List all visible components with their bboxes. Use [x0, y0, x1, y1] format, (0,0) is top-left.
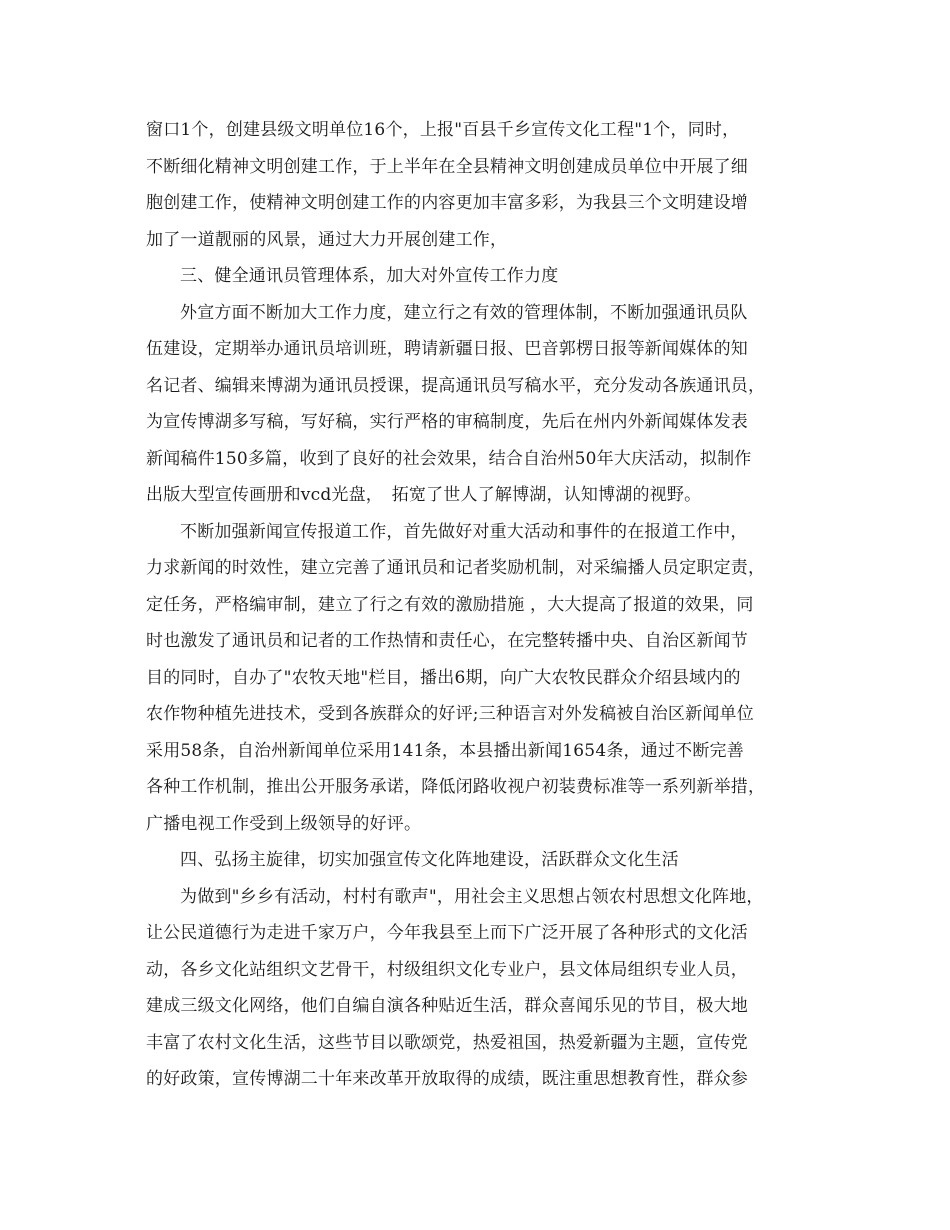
text-line: 广播电视工作受到上级领导的好评。	[146, 813, 422, 834]
text-line: 各种工作机制，推出公开服务承诺，降低闭路收视户初装费标准等一系列新举措，	[146, 777, 766, 797]
text-line: 加了一道靓丽的风景，通过大力开展创建工作，	[146, 229, 508, 250]
text-line: 为做到"乡乡有活动，村村有歌声"，用社会主义思想占领农村思想文化阵地，	[180, 886, 764, 907]
text-line: 伍建设，定期举办通讯员培训班，聘请新疆日报、巴音郭楞日报等新闻媒体的知	[146, 339, 748, 359]
text-line: 动，各乡文化站组织文艺骨干，村级组织文化专业户，县文体局组织专业人员，	[146, 959, 748, 980]
text-line: 的好政策，宣传博湖二十年来改革开放取得的成绩，既注重思想教育性，群众参	[146, 1069, 748, 1089]
text-line: 力求新闻的时效性，建立完善了通讯员和记者奖励机制，对采编播人员定职定责，	[146, 558, 766, 578]
text-line: 外宣方面不断加大工作力度，建立行之有效的管理体制，不断加强通讯员队	[180, 302, 748, 323]
text-line: 农作物种植先进技术，受到各族群众的好评;三种语言对外发稿被自治区新闻单位	[146, 704, 754, 724]
text-line: 丰富了农村文化生活，这些节目以歌颂党，热爱祖国，热爱新疆为主题，宣传党	[146, 1032, 748, 1053]
text-line: 不断加强新闻宣传报道工作，首先做好对重大活动和事件的在报道工作中，	[180, 521, 748, 542]
text-line: 新闻稿件150多篇，收到了良好的社会效果，结合自治州50年大庆活动，拟制作	[146, 448, 752, 469]
text-line: 为宣传博湖多写稿，写好稿，实行严格的审稿制度，先后在州内外新闻媒体发表	[146, 412, 748, 432]
text-line: 窗口1个，创建县级文明单位16个，上报"百县千乡宣传文化工程"1个，同时，	[146, 120, 740, 140]
text-line: 目的同时，自办了"农牧天地"栏目，播出6期，向广大农牧民群众介绍县域内的	[146, 667, 741, 688]
text-line: 定任务，严格编审制，建立了行之有效的激励措施 ，大大提高了报道的效果，同	[146, 594, 754, 615]
text-line: 采用58条，自治州新闻单位采用141条，本县播出新闻1654条，通过不断完善	[146, 740, 744, 761]
text-line: 三、健全通讯员管理体系，加大对外宣传工作力度	[180, 266, 559, 286]
text-line: 不断细化精神文明创建工作，于上半年在全县精神文明创建成员单位中开展了细	[146, 156, 748, 177]
text-line: 四、弘扬主旋律，切实加强宣传文化阵地建设，活跃群众文化生活	[180, 850, 679, 870]
text-line: 胞创建工作，使精神文明创建工作的内容更加丰富多彩，为我县三个文明建设增	[146, 193, 748, 213]
text-line: 名记者、编辑来博湖为通讯员授课，提高通讯员写稿水平，充分发动各族通讯员，	[146, 375, 766, 396]
text-line: 建成三级文化网络，他们自编自演各种贴近生活，群众喜闻乐见的节目，极大地	[146, 996, 748, 1016]
text-line: 出版大型宣传画册和vcd光盘， 拓宽了世人了解博湖，认知博湖的视野。	[146, 485, 702, 505]
text-line: 让公民道德行为走进千家万户，今年我县至上而下广泛开展了各种形式的文化活	[146, 923, 748, 943]
document-body	[146, 112, 812, 1098]
text-line: 时也激发了通讯员和记者的工作热情和责任心，在完整转播中央、自治区新闻节	[146, 631, 748, 651]
